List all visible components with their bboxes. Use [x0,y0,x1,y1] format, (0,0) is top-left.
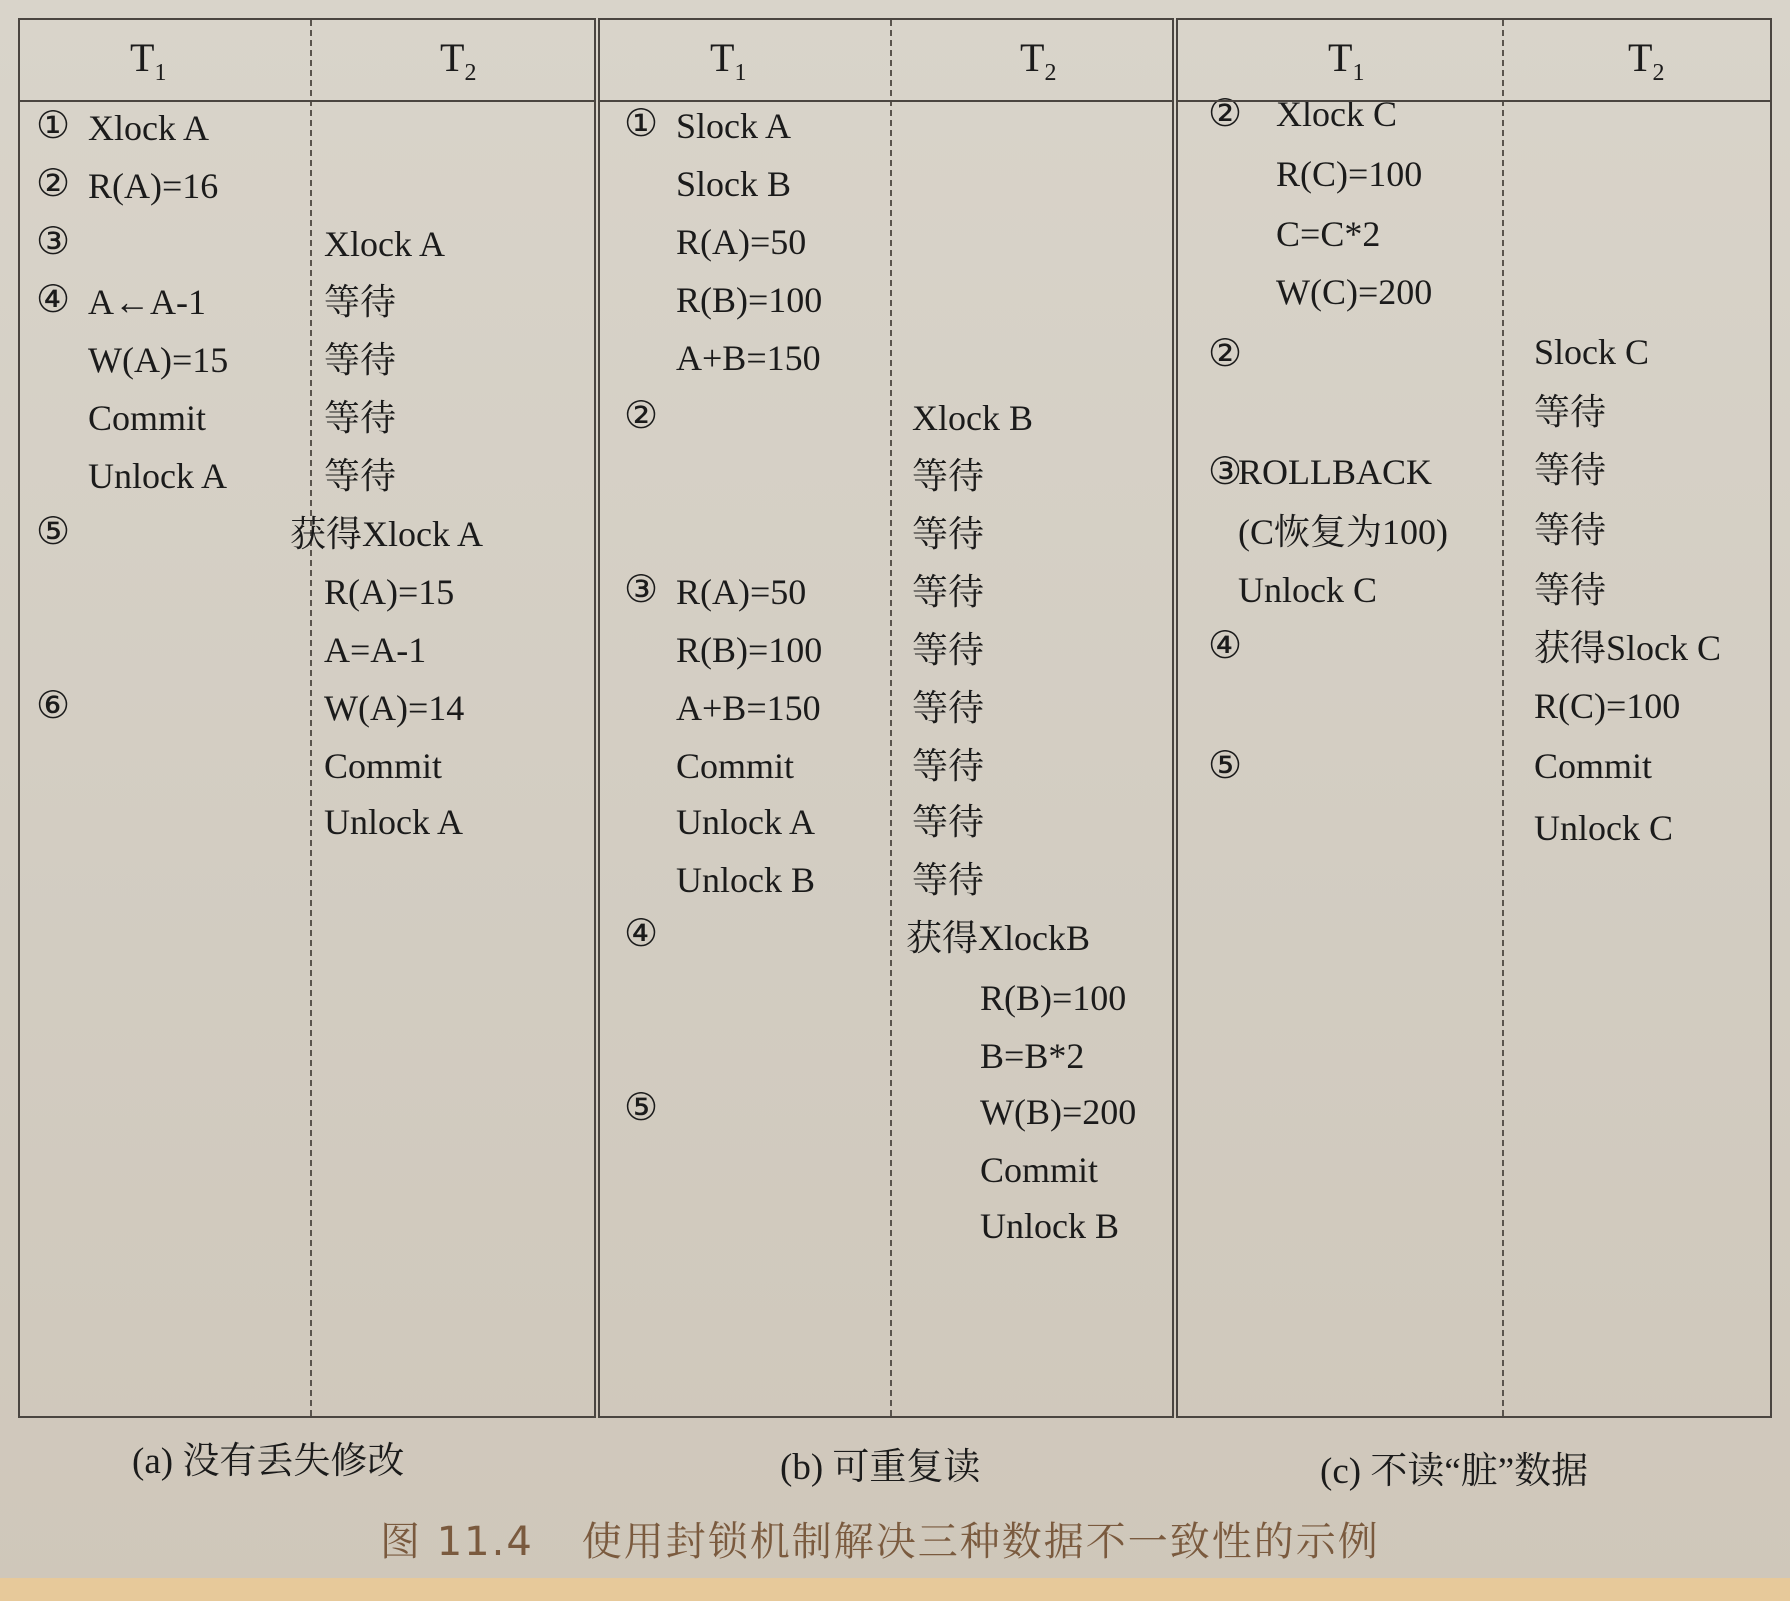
caption-c: (c) 不读“脏”数据 [1320,1451,1589,1492]
t1-op: R(C)=100 [1276,154,1423,194]
t2-op: 获得XlockB [906,918,1090,958]
t1-op: Unlock A [88,456,227,496]
t1-op: ROLLBACK [1238,452,1433,492]
t2-op: 等待 [1534,392,1607,432]
t2-op: Xlock B [912,398,1033,438]
t2-op: Xlock A [324,224,445,264]
figure-number: 图 11.4 [380,1519,534,1565]
step-marker: ⑤ [1208,745,1243,787]
t2-op: 等待 [912,746,985,786]
step-marker: ① [36,105,71,147]
panel-a-divider [310,20,312,1416]
t2-op: A=A-1 [324,630,427,670]
t2-op: 等待 [324,282,397,322]
t2-op: Commit [1534,746,1653,786]
t2-op: 等待 [324,456,397,496]
t1-op: R(B)=100 [676,280,823,320]
t1-op: Commit [676,746,795,786]
t2-op: 等待 [1534,450,1607,490]
t2-op: 获得Xlock A [290,514,483,554]
t1-op: R(A)=50 [676,572,807,612]
t2-op: 等待 [1534,510,1607,550]
panel-a-header-t1: $T_1$ [130,35,167,86]
t1-op: A←A-1 [88,282,206,322]
step-marker: ② [1208,93,1243,135]
t2-op: 等待 [912,630,985,670]
figure-caption [380,1510,1428,1567]
t1-op: C=C*2 [1276,214,1381,254]
t1-op: A+B=150 [676,338,821,378]
panel-b-divider [890,20,892,1416]
step-marker: ① [624,103,659,145]
t1-op: W(A)=15 [88,340,229,380]
t2-op: 等待 [912,688,985,728]
t1-op: W(C)=200 [1276,272,1433,312]
panel-c-header-t2: $T_2$ [1628,35,1665,86]
panel-c-divider [1502,20,1504,1416]
step-marker: ④ [1208,625,1243,667]
t2-op: 等待 [324,340,397,380]
t1-op: (C恢复为100) [1238,512,1448,552]
figure-title: 使用封锁机制解决三种数据不一致性的示例 [581,1519,1380,1565]
t2-op: 等待 [912,572,985,612]
page-edge [0,1578,1790,1601]
step-marker: ④ [36,279,71,321]
t1-op: Xlock C [1276,94,1397,134]
panel-b-table [598,18,1174,1418]
t1-op: Slock A [676,106,792,146]
t2-op: Slock C [1534,332,1650,372]
panel-b-header-t2: $T_2$ [1020,35,1057,86]
t2-op: W(B)=200 [980,1092,1137,1132]
t1-op: R(A)=16 [88,166,219,206]
t1-op: A+B=150 [676,688,821,728]
step-marker: ⑤ [36,511,71,553]
step-marker: ③ [624,569,659,611]
panel-a-header-t2: $T_2$ [440,35,477,86]
t2-op: R(B)=100 [980,978,1127,1018]
t1-op: R(A)=50 [676,222,807,262]
step-marker: ③ [1208,451,1243,493]
caption-b: (b) 可重复读 [780,1447,981,1488]
t2-op: Commit [324,746,443,786]
step-marker: ⑥ [36,685,71,727]
t2-op: 等待 [912,860,985,900]
step-marker: ② [36,163,71,205]
panel-a-table [18,18,596,1418]
t1-op: Xlock A [88,108,209,148]
caption-a: (a) 没有丢失修改 [132,1441,405,1482]
t2-op: Unlock C [1534,808,1673,848]
t2-op: Commit [980,1150,1099,1190]
t2-op: 等待 [912,456,985,496]
t2-op: Unlock A [324,802,463,842]
t1-op: Commit [88,398,207,438]
panel-c-table [1176,18,1772,1418]
t2-op: R(A)=15 [324,572,455,612]
t2-op: W(A)=14 [324,688,465,728]
t1-op: Unlock B [676,860,815,900]
step-marker: ② [1208,333,1243,375]
step-marker: ⑤ [624,1087,659,1129]
step-marker: ④ [624,913,659,955]
t1-op: R(B)=100 [676,630,823,670]
t2-op: 等待 [324,398,397,438]
t2-op: R(C)=100 [1534,686,1681,726]
step-marker: ② [624,395,659,437]
t1-op: Unlock A [676,802,815,842]
t2-op: 等待 [912,802,985,842]
t2-op: Unlock B [980,1206,1119,1246]
t1-op: Unlock C [1238,570,1377,610]
panel-c-header-t1: $T_1$ [1328,35,1365,86]
t2-op: 等待 [912,514,985,554]
t2-op: 等待 [1534,570,1607,610]
t1-op: Slock B [676,164,792,204]
t2-op: 获得Slock C [1534,628,1722,668]
panel-b-header-t1: $T_1$ [710,35,747,86]
step-marker: ③ [36,221,71,263]
t2-op: B=B*2 [980,1036,1085,1076]
